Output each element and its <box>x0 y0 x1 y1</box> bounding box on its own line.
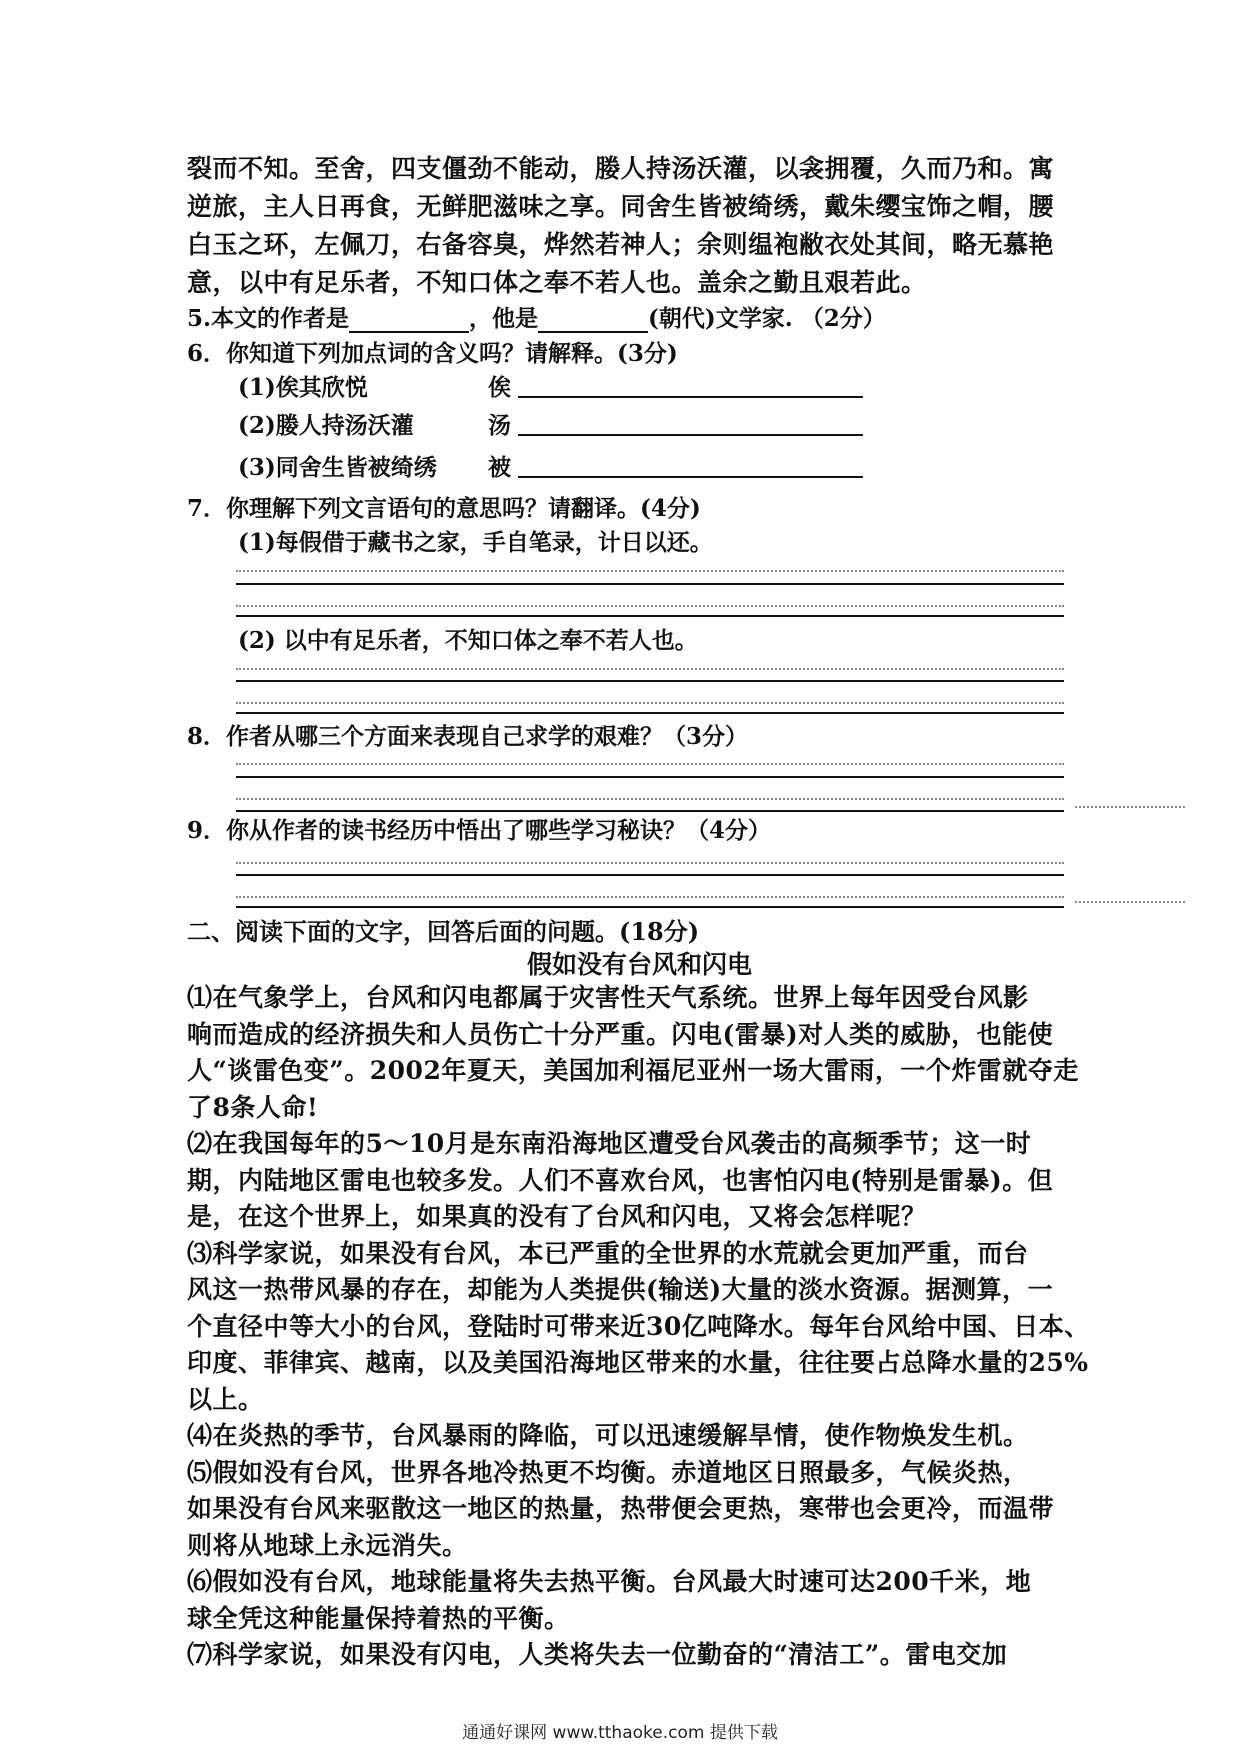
q8-guide-dots-2 <box>236 798 1064 800</box>
section-2-heading: 二、阅读下面的文字，回答后面的问题。(18分) <box>187 917 700 946</box>
question-8: 8．作者从哪三个方面来表现自己求学的艰难？（3分） <box>187 723 749 750</box>
q6-word-3: 被 <box>488 454 511 481</box>
q7-item-1: (1)每假借于藏书之家，手自笔录，计日以还。 <box>238 529 713 556</box>
q6-word-2: 汤 <box>488 412 511 439</box>
question-5-middle: ，他是 <box>469 305 539 332</box>
q7-guide-dots-2 <box>236 605 1064 607</box>
q9-answer-line-1[interactable] <box>236 874 1064 876</box>
article-line: ⑵在我国每年的5～10月是东南沿海地区遭受台风袭击的高频季节；这一时 <box>187 1129 1032 1158</box>
article-line: ⑹假如没有台风，地球能量将失去热平衡。台风最大时速可达200千米，地 <box>187 1567 1032 1596</box>
q7-answer-line-4[interactable] <box>236 712 1064 714</box>
article-line: ⑺科学家说，如果没有闪电，人类将失去一位勤奋的“清洁工”。雷电交加 <box>187 1640 1008 1669</box>
article-title: 假如没有台风和闪电 <box>527 950 753 979</box>
question-5-prefix: 5.本文的作者是 <box>187 305 350 332</box>
margin-dots-2 <box>1075 901 1185 903</box>
q6-item-2: (2)媵人持汤沃灌 <box>238 412 414 439</box>
question-5 <box>187 300 886 333</box>
q9-answer-line-2[interactable] <box>236 906 1064 908</box>
q6-item-3: (3)同舍生皆被绮绣 <box>238 454 437 481</box>
question-9: 9．你从作者的读书经历中悟出了哪些学习秘诀？（4分） <box>187 817 772 844</box>
article-line: 球全凭这种能量保持着热的平衡。 <box>187 1603 570 1633</box>
q6-answer-line-1[interactable] <box>518 396 863 398</box>
margin-dots-1 <box>1075 806 1185 808</box>
passage-line: 白玉之环，左佩刀，右备容臭，烨然若神人；余则缊袍敝衣处其间，略无慕艳 <box>187 230 1055 259</box>
q8-guide-dots-1 <box>236 763 1064 765</box>
passage-line: 逆旅，主人日再食，无鲜肥滋味之享。同舍生皆被绮绣，戴朱缨宝饰之帽，腰 <box>187 192 1055 221</box>
article-line: 了8条人命! <box>187 1092 319 1122</box>
article-body <box>187 980 1090 1674</box>
article-line: ⑴在气象学上，台风和闪电都属于灾害性天气系统。世界上每年因受台风影 <box>187 983 1029 1012</box>
q7-item-2: (2) 以中有足乐者，不知口体之奉不若人也。 <box>238 627 698 654</box>
q7-answer-line-1[interactable] <box>236 583 1064 585</box>
q7-guide-dots-1 <box>236 570 1064 572</box>
q6-answer-line-2[interactable] <box>518 434 863 436</box>
dynasty-blank[interactable] <box>538 311 648 333</box>
article-line: ⑶科学家说，如果没有台风，本已严重的全世界的水荒就会更加严重，而台 <box>187 1238 1029 1268</box>
classical-passage <box>187 150 1057 302</box>
article-line: 则将从地球上永远消失。 <box>187 1530 468 1560</box>
article-line: 以上。 <box>187 1384 264 1414</box>
q7-answer-line-3[interactable] <box>236 680 1064 682</box>
q6-item-1: (1)俟其欣悦 <box>238 374 368 401</box>
question-6: 6．你知道下列加点词的含义吗？请解释。(3分) <box>187 340 678 367</box>
author-blank[interactable] <box>349 311 469 333</box>
article-line: 个直径中等大小的台风，登陆时可带来近30亿吨降水。每年台风给中国、日本、 <box>187 1311 1090 1341</box>
article-line: 印度、菲律宾、越南，以及美国沿海地区带来的水量，往往要占总降水量的25% <box>187 1348 1089 1377</box>
q7-answer-line-2[interactable] <box>236 615 1064 617</box>
article-line: ⑷在炎热的季节，台风暴雨的降临，可以迅速缓解旱情，使作物焕发生机。 <box>187 1421 1029 1450</box>
question-5-suffix: (朝代)文学家. （2分） <box>648 305 886 332</box>
article-line: ⑸假如没有台风，世界各地冷热更不均衡。赤道地区日照最多，气候炎热， <box>187 1457 1029 1487</box>
page-footer: 通通好课网 www.tthaoke.com 提供下载 <box>462 1723 778 1743</box>
q9-guide-dots-2 <box>236 896 1064 898</box>
q7-guide-dots-4 <box>236 702 1064 704</box>
passage-line: 意，以中有足乐者，不知口体之奉不若人也。盖余之勤且艰若此。 <box>187 268 927 297</box>
article-line: 人“谈雷色变”。2002年夏天，美国加利福尼亚州一场大雷雨，一个炸雷就夺走 <box>187 1056 1079 1085</box>
article-line: 响而造成的经济损失和人员伤亡十分严重。闪电(雷暴)对人类的威胁，也能使 <box>187 1019 1054 1049</box>
q7-guide-dots-3 <box>236 668 1064 670</box>
q6-word-1: 俟 <box>488 374 511 401</box>
article-line: 是，在这个世界上，如果真的没有了台风和闪电，又将会怎样呢？ <box>187 1202 927 1231</box>
question-7: 7．你理解下列文言语句的意思吗？请翻译。(4分) <box>187 495 701 522</box>
q9-guide-dots-1 <box>236 862 1064 864</box>
passage-line: 裂而不知。至舍，四支僵劲不能动，媵人持汤沃灌，以衾拥覆，久而乃和。寓 <box>187 154 1055 183</box>
q8-answer-line-1[interactable] <box>236 776 1064 778</box>
article-line: 风这一热带风暴的存在，却能为人类提供(输送)大量的淡水资源。据测算，一 <box>187 1275 1054 1304</box>
q6-answer-line-3[interactable] <box>518 476 863 478</box>
article-line: 期，内陆地区雷电也较多发。人们不喜欢台风，也害怕闪电(特别是雷暴)。但 <box>187 1165 1054 1195</box>
article-line: 如果没有台风来驱散这一地区的热量，热带便会更热，寒带也会更冷，而温带 <box>187 1494 1055 1523</box>
